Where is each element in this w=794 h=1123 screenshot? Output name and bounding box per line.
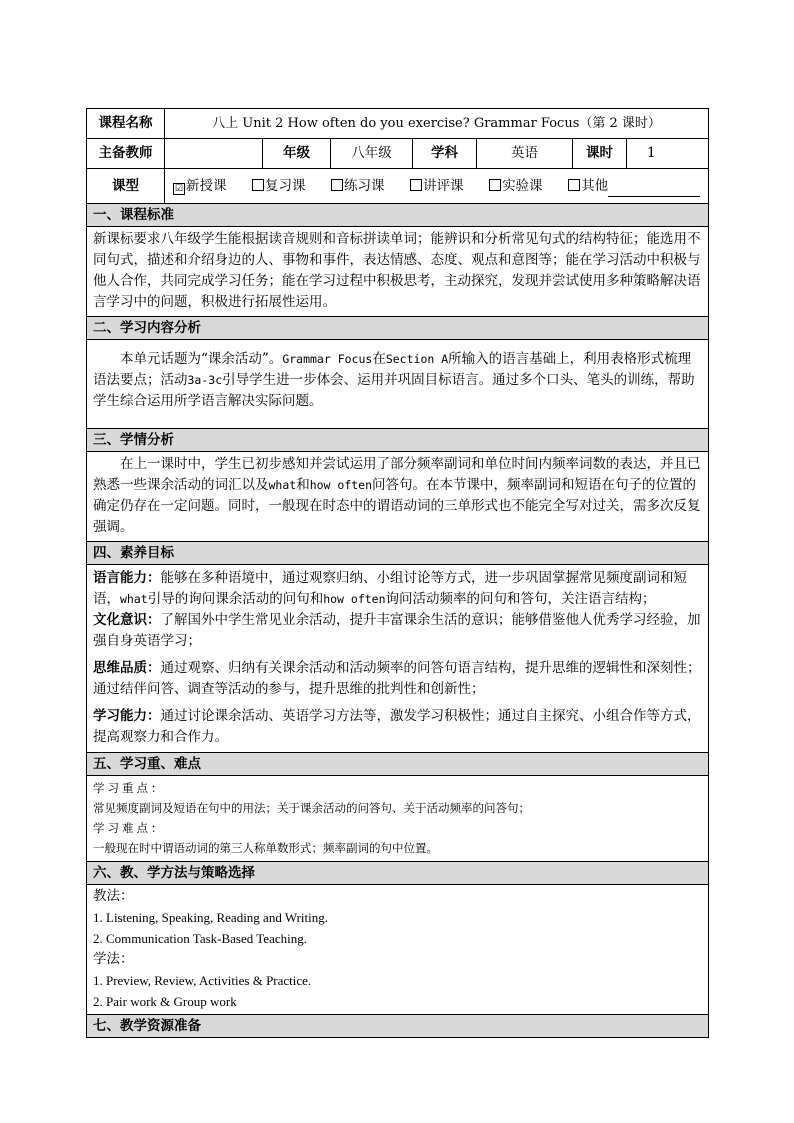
section-heading-row <box>87 753 709 776</box>
section-heading-row <box>87 1015 709 1038</box>
lesson-type-row <box>87 169 709 204</box>
lesson-plan-page <box>86 108 708 1038</box>
section-title-methods: 六、教、学方法与策略选择 <box>87 862 709 885</box>
checkbox-icon[interactable] <box>568 179 580 191</box>
subject-value: 英语 <box>477 139 573 169</box>
goal-thinking-quality: 思维品质：通过观察、归纳有关课余活动和活动频率的问答句语言结构，提升思维的逻辑性和深刻性；通过结伴问答、调查等活动的参与，提升思维的批判性和创新性； <box>93 660 701 697</box>
section-body-row <box>87 565 709 753</box>
section-heading-row <box>87 317 709 340</box>
section-body-row <box>87 776 709 862</box>
section-body-row <box>87 340 709 429</box>
difficulties-body: 一般现在时中谓语动词的第三人称单数形式；频率副词的句中位置。 <box>93 841 438 855</box>
section-title-content-analysis: 二、学习内容分析 <box>87 317 709 340</box>
section-body-row <box>87 885 709 1015</box>
type-option-review[interactable]: 复习课 <box>252 176 306 197</box>
teaching-methods-heading: 教法： <box>93 888 134 904</box>
learning-methods-heading: 学法： <box>93 951 134 967</box>
content-analysis-text <box>87 340 709 429</box>
goal-learning-ability: 学习能力：通过讨论课余活动、英语学习方法等，激发学习积极性；通过自主探究、小组合作等方式，提高观察力和合作力。 <box>93 708 701 745</box>
lesson-type-label: 课型 <box>87 169 165 204</box>
teacher-label: 主备教师 <box>87 139 165 169</box>
section-title-learner-analysis: 三、学情分析 <box>87 429 709 452</box>
learning-method-item: 1. Preview, Review, Activities & Practice. <box>93 973 312 988</box>
course-name-label: 课程名称 <box>87 109 165 139</box>
goal-language-ability: 语言能力：能够在多种语境中，通过观察归纳、小组讨论等方式，进一步巩固掌握常见频度副词和短语，what引导的询问课余活动的问句和how often询问活动频率的问句和答句，关注语言结构； <box>93 570 687 607</box>
section-heading-row <box>87 204 709 227</box>
difficulties-heading: 学习难点： <box>93 821 166 835</box>
content-analysis-paragraph: 本单元话题为“课余活动”。Grammar Focus在Section A所输入的语言基础上，利用表格形式梳理语法要点；活动3a-3c引导学生进一步体会、运用并巩固目标语言。通过多个口头、笔头的训练，帮助学生综合运用所学语言解决实际问题。 <box>93 351 695 409</box>
other-blank-line[interactable] <box>608 181 700 197</box>
learner-analysis-text <box>87 452 709 542</box>
type-option-experiment[interactable]: 实验课 <box>489 176 543 197</box>
section-title-literacy-goals: 四、素养目标 <box>87 542 709 565</box>
teaching-method-item: 1. Listening, Speaking, Reading and Writing. <box>93 910 329 925</box>
checkbox-checked-icon[interactable]: ☑ <box>174 183 184 194</box>
checkbox-icon[interactable] <box>331 179 343 191</box>
lesson-type-options <box>165 169 709 204</box>
period-label: 课时 <box>573 139 627 169</box>
section-heading-row <box>87 862 709 885</box>
key-points-heading: 学习重点： <box>93 781 166 795</box>
goal-cultural-awareness: 文化意识：了解国外中学生常见业余活动，提升丰富课余生活的意识；能够借鉴他人优秀学习经验，加强自身英语学习； <box>93 612 701 649</box>
section-title-resources: 七、教学资源准备 <box>87 1015 709 1038</box>
checkbox-icon[interactable] <box>252 179 264 191</box>
key-points-text <box>87 776 709 862</box>
type-option-explain[interactable]: 讲评课 <box>410 176 464 197</box>
teacher-value <box>165 139 263 169</box>
section-title-key-points: 五、学习重、难点 <box>87 753 709 776</box>
section-title-standards: 一、课程标准 <box>87 204 709 227</box>
checkbox-icon[interactable] <box>410 179 422 191</box>
section-body-row <box>87 227 709 317</box>
teacher-row <box>87 139 709 169</box>
literacy-goals-text <box>87 565 709 753</box>
course-name-row <box>87 109 709 139</box>
grade-label: 年级 <box>263 139 331 169</box>
teaching-method-item: 2. Communication Task-Based Teaching. <box>93 931 307 946</box>
learning-method-item: 2. Pair work & Group work <box>93 994 237 1009</box>
learner-analysis-paragraph: 在上一课时中，学生已初步感知并尝试运用了部分频率副词和单位时间内频率词数的表达，并且已熟悉一些课余活动的词汇以及what和how often问答句。在本节课中，频率副词和短语在句子的位置的确定仍存在一定问题。同时，一般现在时态中的谓语动词的三单形式也不能完全写对过关，需多次反复强调。 <box>93 456 701 535</box>
section-heading-row <box>87 429 709 452</box>
standards-text: 新课标要求八年级学生能根据读音规则和音标拼读单词；能辨识和分析常见句式的结构特征；能选用不同句式，描述和介绍身边的人、事物和事件，表达情感、态度、观点和意图等；能在学习活动中积极与他人合作，共同完成学习任务；能在学习过程中积极思考，主动探究，发现并尝试使用多种策略解决语言学习中的问题，积极进行拓展性运用。 <box>87 227 709 317</box>
subject-label: 学科 <box>413 139 477 169</box>
type-option-other[interactable]: 其他 <box>568 176 700 197</box>
type-option-practice[interactable]: 练习课 <box>331 176 385 197</box>
lesson-plan-table <box>86 108 709 1038</box>
key-points-body: 常见频度副词及短语在句中的用法；关于课余活动的问答句、关于活动频率的问答句； <box>93 801 530 815</box>
type-option-new[interactable]: ☑ 新授课 <box>174 177 227 194</box>
section-body-row <box>87 452 709 542</box>
section-heading-row <box>87 542 709 565</box>
grade-value: 八年级 <box>331 139 413 169</box>
checkbox-icon[interactable] <box>489 179 501 191</box>
methods-text <box>87 885 709 1015</box>
period-value: 1 <box>627 139 709 169</box>
course-name-value: 八上 Unit 2 How often do you exercise? Grammar Focus（第 2 课时） <box>165 109 709 139</box>
